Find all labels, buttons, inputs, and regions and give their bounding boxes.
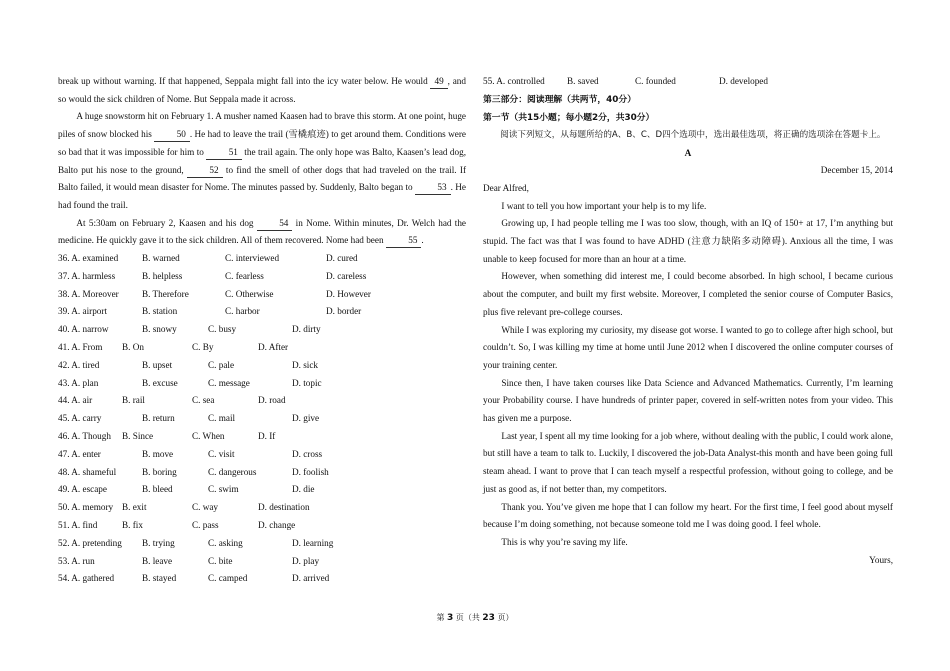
option-choice: 46. A. Though [58,431,111,441]
part-heading: 第三部分：阅读理解（共两节，40分） [483,94,636,105]
option-choice: D. border [326,306,362,317]
right-column [483,73,893,569]
option-choice: B. leave [142,555,173,566]
option-row [58,517,466,535]
option-choice: 53. A. run [58,555,95,566]
passage-paragraph: break up without warning. If that happened, Seppala might fall into the icy water below. He would 49 , and so would the sick children of Nome. But Seppala made it across. [58,76,466,104]
option-choice: 37. A. harmless [58,270,116,281]
option-choice: C. mail [208,413,236,424]
option-choice: D. road [258,395,286,406]
blank-52: 52 [187,164,223,178]
option-choice: C. way [192,502,219,513]
option-choice: 39. A. airport [58,306,107,317]
option-row [58,250,466,268]
option-choice: C. Otherwise [225,288,274,299]
option-row [58,535,466,553]
option-choice: D. play [292,555,320,566]
option-choice: B. trying [142,537,175,548]
option-choice: 36. A. examined [58,253,119,264]
option-row [58,392,466,410]
blank-51: 51 [206,146,242,160]
letter-paragraph: Thank you. You’ve given me hope that I can follow my heart. For the first time, I feel good about myself because I’m doing something, not because someone told me I was doing good. I feel whole. [483,501,893,530]
passage-paragraph: A huge snowstorm hit on February 1. A musher named Kaasen had to brave this storm. At one point, huge piles of snow blocked his 50 . He had to leave the trail (雪橇痕迹) to get around them. Conditions were so bad that it was impossible for him to 51 the trail again. The only hope was Balto, Kaasen’s lead dog, Balto put his nose to the ground, 52 to find the smell of other dogs that had traveled on the trail. If Balto failed, it would mean disaster for Nome. The minutes passed by. Suddenly, Balto began to 53 . He had found the trail. [58,111,467,210]
option-choice: 40. A. narrow [58,324,109,335]
option-choice: C. When [192,431,225,441]
option-choice: 49. A. escape [58,484,107,495]
letter-paragraph: Last year, I spent all my time looking for a job where, without dealing with the public, I could work alone, but still have a team to talk to. Luckily, I discovered the job-Data Analyst-this month and have been going full steam ahead. I want to prove that I can teach myself a respectful profession, without going to college, and be just as good as, if not better than, my competitors. [483,430,893,494]
letter-paragraph: I want to tell you how important your help is to my life. [501,200,707,211]
letter-date: December 15, 2014 [820,165,893,176]
option-choice: B. exit [122,502,147,513]
letter-paragraph: Growing up, I had people telling me I was too slow, though, with an IQ of 150+ at 17, I’m anything but stupid. The fact was that I was found to have ADHD (注意力缺陷多动障碍). Anxious all the time, I was unable to keep focused for more than an hour at a time. [483,218,893,264]
letter-paragraph: However, when something did interest me, I could become absorbed. In high school, I became curious about the computer, and built my first website. Moreover, I completed the senior course of Computer Basics, plus five relevant pre-college courses. [483,271,893,317]
option-choice: C. fearless [225,270,264,281]
option-choice: D. sick [292,359,319,370]
option-choice: 47. A. enter [58,448,101,459]
page-total: 23 [482,613,495,623]
option-row [58,428,466,446]
option-choice: B. fix [122,519,143,530]
letter-paragraph: This is why you’re saving my life. [501,536,628,547]
option-choice: C. busy [208,324,237,335]
blank-55: 55 [386,234,422,248]
page-footer: 第 3 页（共 23 页） [436,613,514,623]
option-choice: 48. A. shameful [58,466,117,477]
option-choice: 42. A. tired [58,359,100,370]
option-row [58,570,466,588]
option-choice: C. sea [192,395,215,406]
option-choice: C. harbor [225,306,260,317]
option-row [58,268,466,286]
option-choice: 38. A. Moreover [58,288,119,299]
letter-paragraph: While I was exploring my curiosity, my disease got worse. I wanted to go to college after high school, but couldn’t. So, I was killing my time at home until June 2012 when I discovered the online computer courses of your training center. [483,324,893,370]
letter-greeting: Dear Alfred, [483,182,529,193]
option-row [58,481,466,499]
passage-paragraph: At 5:30am on February 2, Kaasen and his dog 54 in Nome. Within minutes, Dr. Welch had the medicine. He quickly gave it to the sick children. All of them recovered. Nome had been 55 . [58,215,466,250]
option-choice: B. rail [122,395,145,406]
option-choice: D. give [292,413,320,424]
option-row [58,464,466,482]
option-choice: D. destination [258,502,310,513]
page-number: 3 [447,613,454,623]
option-choice: B. stayed [142,573,177,584]
option-choice: D. If [258,431,276,441]
instructions: 阅读下列短文，从每题所给的A、B、C、D四个选项中，选出最佳选项，将正确的选项涂在答题卡上。 [500,129,886,140]
blank-53: 53 [415,181,451,195]
passage-label: A [684,147,692,158]
option-choice: C. bite [208,555,233,566]
option-choice: C. By [192,342,214,353]
option-choice: B. station [142,306,178,317]
option-row [58,321,466,339]
option-choice: C. pale [208,359,235,370]
option-choice: 52. A. pretending [58,537,122,548]
option-choice: C. pass [192,519,219,530]
option-choice: B. warned [142,253,180,264]
option-choice: 43. A. plan [58,377,99,388]
blank-49: 49 [430,75,447,89]
option-choice: D. change [258,519,296,530]
option-choice: B. helpless [142,270,183,281]
option-row-55: 55. A. controlled B. saved C. founded D. developed [483,76,768,86]
option-choice: D. die [292,484,315,495]
option-row [58,339,466,357]
option-choice: D. dirty [292,324,321,335]
blank-54: 54 [257,217,293,231]
option-choice: C. visit [208,448,235,459]
option-choice: D. cross [292,448,323,459]
option-choice: D. However [326,288,371,299]
option-choice: C. interviewed [225,253,280,264]
option-row [58,553,466,571]
option-choice: 44. A. air [58,395,93,406]
option-choice: D. arrived [292,573,330,584]
option-row [58,375,466,393]
option-choice: B. excuse [142,377,178,388]
option-choice: B. Since [122,431,154,441]
option-choice: C. message [208,377,250,388]
option-row [58,446,466,464]
option-choice: B. Therefore [142,288,189,299]
option-row [58,303,466,321]
option-choice: D. After [258,342,289,353]
letter-paragraph: Since then, I have taken courses like Data Science and Advanced Mathematics. Currently, I’m learning your Probability course. I have hundreds of printer paper, covered in self-written notes from your video. This has given me a purpose. [483,377,893,424]
option-row [58,410,466,428]
option-choice: C. asking [208,537,243,548]
option-row [58,357,466,375]
option-choice: 54. A. gathered [58,573,115,584]
option-choice: B. return [142,413,175,424]
option-choice: B. bleed [142,484,173,495]
option-choice: 41. A. From [58,342,103,353]
option-choice: D. cured [326,253,358,264]
section-heading: 第一节（共15小题；每小题2分，共30分） [483,112,655,123]
option-choice: B. On [122,342,144,353]
option-choice: B. snowy [142,324,177,335]
option-choice: C. dangerous [208,466,257,477]
option-choice: D. learning [292,537,334,548]
option-choice: C. swim [208,484,239,495]
option-choice: C. camped [208,573,248,584]
option-choice: 50. A. memory [58,502,114,513]
left-column [58,73,466,588]
option-choice: B. boring [142,466,177,477]
option-choice: D. topic [292,377,322,388]
answer-options-list [58,250,466,588]
option-choice: 51. A. find [58,519,98,530]
option-row [58,286,466,304]
option-choice: D. foolish [292,466,329,477]
option-choice: 45. A. carry [58,413,102,424]
blank-50: 50 [154,128,190,142]
letter-closing: Yours, [869,554,893,565]
option-choice: B. upset [142,359,173,370]
option-row [58,499,466,517]
option-choice: B. move [142,448,174,459]
option-choice: D. careless [326,270,367,281]
